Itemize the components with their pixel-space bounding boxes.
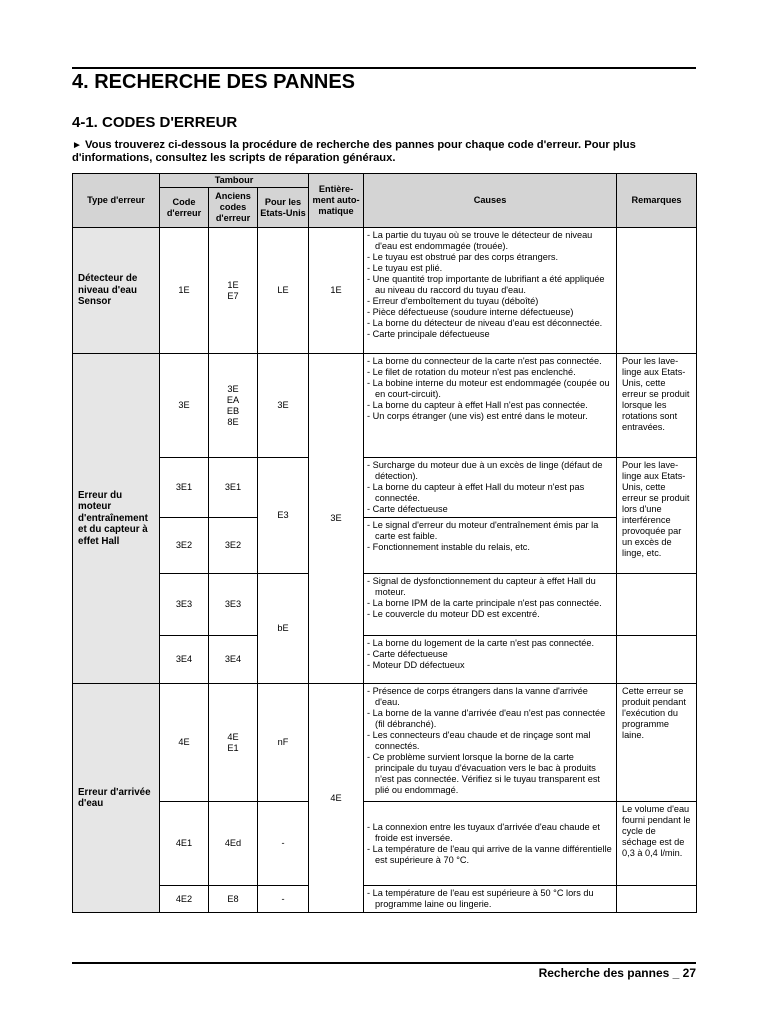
header-type: Type d'erreur — [73, 174, 160, 228]
auto-cell: 3E — [309, 354, 364, 684]
remarks-cell: Cette erreur se produit pendant l'exécution du programme laine. — [617, 684, 697, 802]
causes-cell: - Présence de corps étrangers dans la vanne d'arrivée d'eau. - La borne de la vanne d'arrivée d'eau n'est pas connectée (fil débranché). - Les connecteurs d'eau chaude et de rinçage sont mal connectés. - Ce problème survient lorsque la borne de la carte principale du tuyau d'évacuation vers le bac à produits n'est pas connectée. Vérifiez si le tuyau transparent est plié ou endommagé. — [364, 684, 617, 802]
bottom-rule — [72, 962, 696, 964]
error-type: Erreur d'arrivée d'eau — [73, 684, 160, 913]
usa-cell: LE — [258, 228, 309, 354]
page-title: 4. RECHERCHE DES PANNES — [72, 71, 356, 93]
causes-cell: - La borne du logement de la carte n'est pas connectée. - Carte défectueuse - Moteur DD défectueux — [364, 636, 617, 684]
usa-cell: 3E — [258, 354, 309, 458]
code-cell: 4E — [160, 684, 209, 802]
header-code: Code d'erreur — [160, 188, 209, 228]
code-cell: 1E — [160, 228, 209, 354]
section-title: 4-1. CODES D'ERREUR — [72, 114, 238, 131]
remarks-cell — [617, 886, 697, 913]
remarks-cell: Le volume d'eau fourni pendant le cycle de séchage est de 0,3 à 0,4 l/min. — [617, 802, 697, 886]
remarks-cell: Pour les lave-linge aux Etats-Unis, cette erreur se produit lorsque les rotations sont entravées. — [617, 354, 697, 458]
auto-cell: 1E — [309, 228, 364, 354]
causes-cell: - La connexion entre les tuyaux d'arrivée d'eau chaude et froide est inversée. - La température de l'eau qui arrive de la vanne différentielle est supérieure à 70 °C. — [364, 802, 617, 886]
auto-cell: 4E — [309, 684, 364, 913]
usa-cell: E3 — [258, 458, 309, 574]
table-row — [73, 518, 697, 574]
table-row — [73, 458, 697, 518]
header-remarques: Remarques — [617, 174, 697, 228]
top-rule — [72, 67, 696, 69]
old-codes-cell: 4E E1 — [209, 684, 258, 802]
intro-text: Vous trouverez ci-dessous la procédure de recherche des pannes pour chaque code d'erreur. Pour plus d'informations, consultez les scripts de réparation généraux. — [72, 139, 636, 164]
code-cell: 3E2 — [160, 518, 209, 574]
causes-cell: - Signal de dysfonctionnement du capteur à effet Hall du moteur. - La borne IPM de la carte principale n'est pas connectée. - Le couvercle du moteur DD est excentré. — [364, 574, 617, 636]
code-cell: 4E1 — [160, 802, 209, 886]
causes-cell: - La partie du tuyau où se trouve le détecteur de niveau d'eau est endommagée (trouée). - Le tuyau est obstrué par des corps étrangers. - Le tuyau est plié. - Une quantité trop importante de lubrifiant a été appliquée au niveau du raccord du tuyau d'eau. - Erreur d'emboîtement du tuyau (déboîté) - Pièce défectueuse (soudure interne défectueuse) - La borne du détecteur de niveau d'eau est déconnectée. - Carte principale défectueuse — [364, 228, 617, 354]
causes-cell: - Le signal d'erreur du moteur d'entraînement émis par la carte est faible. - Fonctionnement instable du relais, etc. — [364, 518, 617, 574]
page-footer: Recherche des pannes _ 27 — [538, 966, 696, 980]
arrow-right-icon: ► — [72, 140, 82, 151]
remarks-cell — [617, 636, 697, 684]
table-row — [73, 684, 697, 802]
usa-cell: - — [258, 802, 309, 886]
old-codes-cell: 3E1 — [209, 458, 258, 518]
old-codes-cell: 3E3 — [209, 574, 258, 636]
error-code-table — [72, 173, 697, 913]
code-cell: 3E — [160, 354, 209, 458]
table-row — [73, 802, 697, 886]
old-codes-cell: 3E4 — [209, 636, 258, 684]
usa-cell: bE — [258, 574, 309, 684]
table-row — [73, 228, 697, 354]
error-type: Détecteur de niveau d'eau Sensor — [73, 228, 160, 354]
header-usa: Pour les Etats-Unis — [258, 188, 309, 228]
table-row — [73, 354, 697, 458]
code-cell: 4E2 — [160, 886, 209, 913]
causes-cell: - La température de l'eau est supérieure à 50 °C lors du programme laine ou lingerie. — [364, 886, 617, 913]
header-auto: Entière-ment auto-matique — [309, 174, 364, 228]
header-tambour: Tambour — [160, 174, 309, 188]
code-cell: 3E4 — [160, 636, 209, 684]
old-codes-cell: E8 — [209, 886, 258, 913]
old-codes-cell: 3E2 — [209, 518, 258, 574]
old-codes-cell: 3E EA EB 8E — [209, 354, 258, 458]
code-cell: 3E3 — [160, 574, 209, 636]
causes-cell: - Surcharge du moteur due à un excès de linge (défaut de détection). - La borne du capteur à effet Hall du moteur n'est pas connectée. - Carte défectueuse — [364, 458, 617, 518]
remarks-cell — [617, 574, 697, 636]
causes-cell: - La borne du connecteur de la carte n'est pas connectée. - Le filet de rotation du moteur n'est pas enclenché. - La bobine interne du moteur est endommagée (coupée ou en court-circuit). - La borne du capteur à effet Hall n'est pas connectée. - Un corps étranger (une vis) est entré dans le moteur. — [364, 354, 617, 458]
table-row — [73, 636, 697, 684]
header-anciens: Anciens codes d'erreur — [209, 188, 258, 228]
usa-cell: nF — [258, 684, 309, 802]
old-codes-cell: 1E E7 — [209, 228, 258, 354]
intro-paragraph — [72, 139, 696, 165]
code-cell: 3E1 — [160, 458, 209, 518]
table-row — [73, 574, 697, 636]
table-row — [73, 886, 697, 913]
usa-cell: - — [258, 886, 309, 913]
remarks-cell: Pour les lave-linge aux Etats-Unis, cette erreur se produit lors d'une interférence provoquée par un excès de linge, etc. — [617, 458, 697, 574]
remarks-cell — [617, 228, 697, 354]
old-codes-cell: 4Ed — [209, 802, 258, 886]
header-causes: Causes — [364, 174, 617, 228]
error-type: Erreur du moteur d'entraînement et du capteur à effet Hall — [73, 354, 160, 684]
